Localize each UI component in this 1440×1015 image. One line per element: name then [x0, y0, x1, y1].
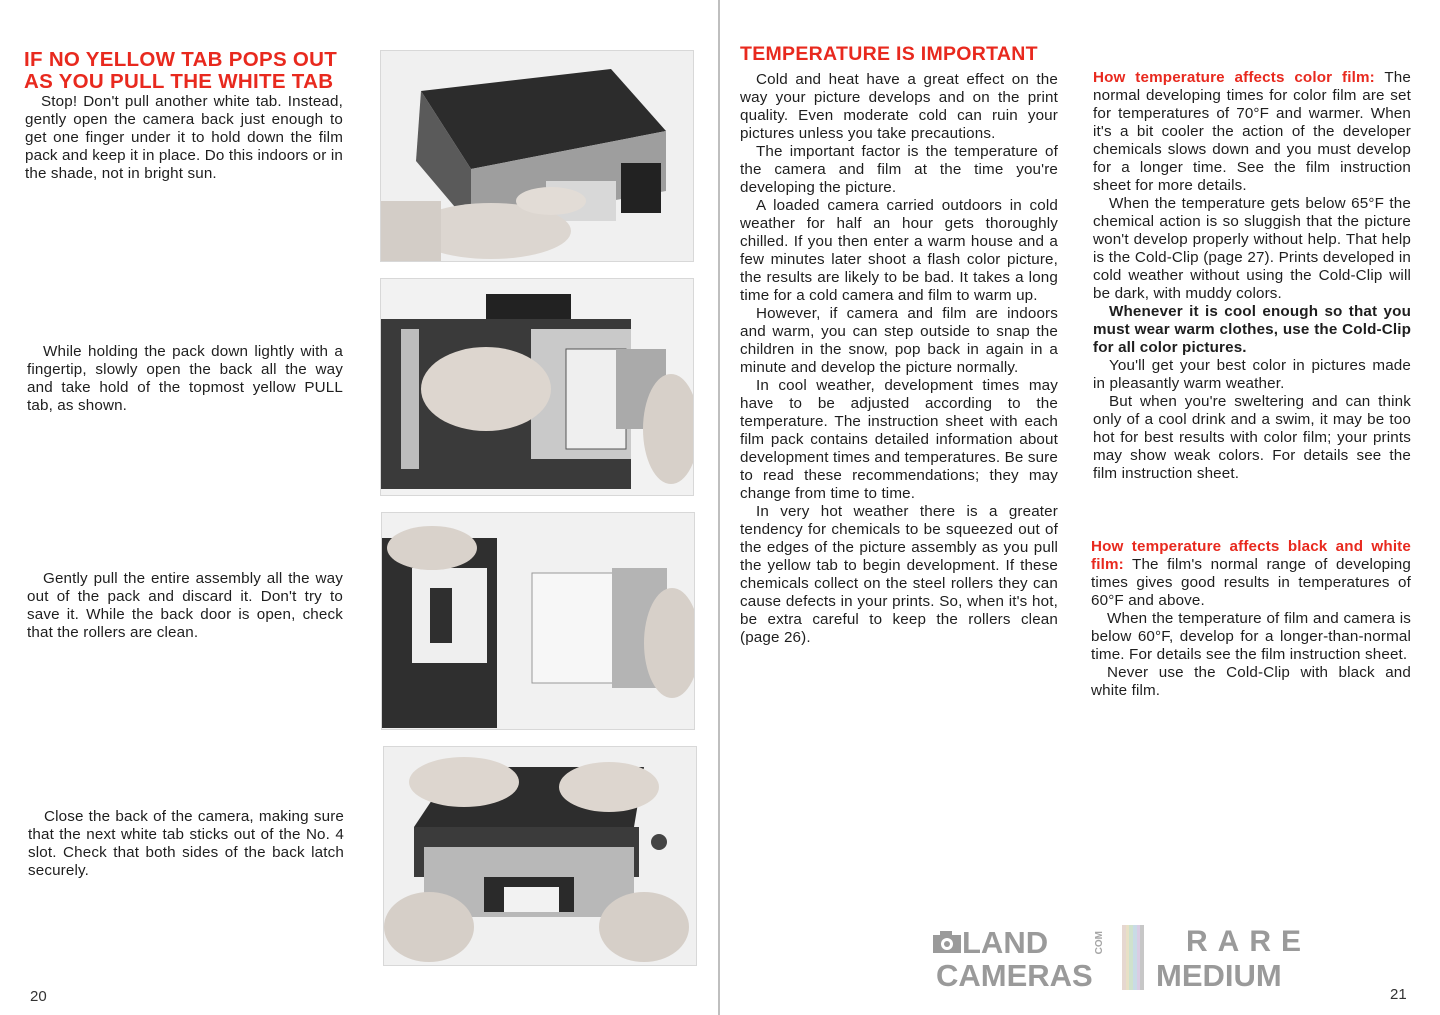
left-heading-line2: AS YOU PULL THE WHITE TAB [24, 70, 334, 93]
logo-com-text: COM [1094, 931, 1105, 955]
rainbow-divider [1122, 925, 1144, 990]
left-page [0, 0, 718, 1015]
step2-paragraph: While holding the pack down lightly with a fingertip, slowly open the back all the way and take hold of the topmost yellow PULL tab, as shown. [27, 343, 343, 414]
left-heading-line1: IF NO YELLOW TAB POPS OUT [24, 48, 338, 71]
color-film-p1: The normal developing times for color film are set for temperatures of 70°F and warmer. When it's a bit cooler the action of the developer chemicals slows down and you must develop for a longer time. See the film instruction sheet for more details. [1093, 69, 1411, 194]
landcameras-logo [932, 925, 1107, 995]
col1-paragraph: In cool weather, development times may have to be adjusted according to the temperature. The instruction sheet with each film pack contains detailed information about development times and temperatures. Be sure to read these recommendations; they may change from time to time. [740, 377, 1058, 502]
color-film-p2: When the temperature gets below 65°F the chemical action is so sluggish that the picture won't develop properly without help. That help is the Cold-Clip (page 27). Prints developed in cold weather without using the Cold-Clip will be dark, with muddy colors. [1093, 195, 1411, 302]
step4-paragraph: Close the back of the camera, making sure that the next white tab sticks out of the No. 4 slot. Check that both sides of the back latch securely. [28, 808, 344, 879]
step1-paragraph: Stop! Don't pull another white tab. Instead, gently open the camera back just enough to get one finger under it to hold down the film pack and keep it in place. Do this indoors or in the shade, not in bright sun. [25, 93, 343, 182]
color-film-heading: How temperature affects color film: [1093, 69, 1375, 86]
color-film-intro [1093, 69, 1411, 195]
logo-medium-text: MEDIUM [1156, 958, 1282, 993]
col1-paragraph: Cold and heat have a great effect on the way your picture develops and on the print quality. Even moderate cold can ruin your pictures unless you take precautions. [740, 71, 1058, 142]
color-film-p3: Whenever it is cool enough so that you must wear warm clothes, use the Cold-Clip for all color pictures. [1093, 303, 1411, 356]
col1-paragraph: A loaded camera carried outdoors in cold weather for half an hour gets thoroughly chilled. If you then enter a warm house and a few minutes later shoot a flash color picture, the results are likely to be bad. It takes a long time for a cold camera and film to warm up. [740, 197, 1058, 304]
bw-film-heading: How temperature affects black and white film: [1091, 538, 1411, 573]
logo-land-text: LAND [962, 925, 1049, 960]
photo-open-back [380, 50, 694, 262]
logo-cameras-text: CAMERAS [936, 958, 1093, 993]
color-film-section [1093, 69, 1411, 483]
bw-film-p1: The film's normal range of developing times gives good results in temperatures of 60°F and above. [1091, 556, 1411, 609]
step3-paragraph: Gently pull the entire assembly all the way out of the pack and discard it. Don't try to save it. While the back door is open, check that the rollers are clean. [27, 570, 343, 641]
photo-close-back [383, 746, 697, 966]
bw-film-section [1091, 538, 1411, 700]
bw-film-p3: Never use the Cold-Clip with black and white film. [1091, 664, 1411, 699]
bw-film-intro [1091, 538, 1411, 610]
page-number-right: 21 [1390, 986, 1407, 1003]
col1-paragraph: The important factor is the temperature of the camera and film at the time you're developing the picture. [740, 143, 1058, 196]
left-heading [24, 49, 344, 93]
col1-paragraph: However, if camera and film are indoors and warm, you can step outside to snap the children in the snow, pop back in again in a minute and develop the picture normally. [740, 305, 1058, 376]
book-spine [718, 0, 720, 1015]
right-heading: TEMPERATURE IS IMPORTANT [740, 43, 1038, 65]
photo-discard-assembly [381, 512, 695, 730]
photo-pull-tab [380, 278, 694, 496]
step2-text [27, 343, 343, 415]
bw-film-p2: When the temperature of film and camera is below 60°F, develop for a longer-than-normal time. For details see the film instruction sheet. [1091, 610, 1411, 663]
step1-text [25, 93, 343, 183]
color-film-p4: You'll get your best color in pictures made in pleasantly warm weather. [1093, 357, 1411, 392]
step3-text [27, 570, 343, 642]
right-page [721, 0, 1440, 1015]
color-film-p5: But when you're sweltering and can think only of a cool drink and a swim, it may be too hot for best results with color film; your prints may show weak colors. For details see the film instruction sheet. [1093, 393, 1411, 482]
logo-rare-text: RARE [1186, 925, 1312, 958]
page-number-left: 20 [30, 988, 47, 1005]
col1-paragraph: In very hot weather there is a greater tendency for chemicals to be squeezed out of the edges of the picture assembly as you pull the yellow tab to begin development. If these chemicals collect on the steel rollers they can cause defects in your prints. So, when it's hot, be extra careful to keep the rollers clean (page 26). [740, 503, 1058, 646]
raremedium-logo [1156, 925, 1312, 995]
camera-icon [932, 929, 962, 955]
step4-text [28, 808, 344, 880]
temperature-column-1 [740, 71, 1058, 647]
